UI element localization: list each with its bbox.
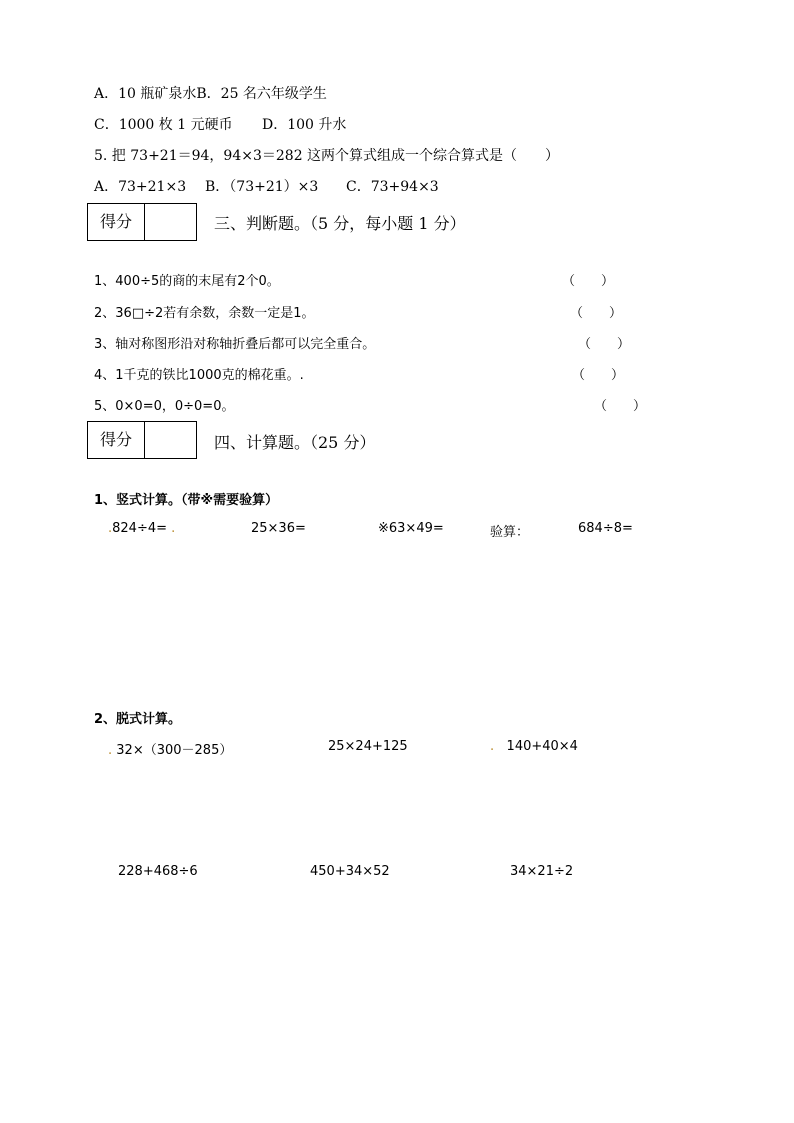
vertical-calc-item-1: 824÷4= — [112, 521, 168, 536]
dot-mark: . — [108, 521, 113, 536]
step-calc-item-4: 228+468÷6 — [118, 864, 198, 879]
score-label: 得分 — [88, 422, 145, 458]
judge-item-3-answer[interactable]: （ ） — [578, 337, 631, 352]
vertical-calc-item-3: ※63×49= — [378, 521, 444, 536]
judge-item-5-answer[interactable]: （ ） — [594, 399, 647, 414]
step-calc-item-6: 34×21÷2 — [510, 864, 574, 879]
vertical-calc-heading: 1、竖式计算。（带※需要验算） — [94, 493, 279, 508]
judge-section-title: 三、判断题。（5 分，每小题 1 分） — [214, 214, 466, 233]
judge-item-1-answer[interactable]: （ ） — [562, 274, 615, 289]
score-box-calc[interactable] — [87, 421, 197, 459]
step-calc-item-5: 450+34×52 — [310, 864, 390, 879]
step-calc-item-1: . 32×（300－285） — [108, 743, 233, 758]
step-calc-item-2: 25×24+125 — [328, 739, 408, 754]
calc-section-title: 四、计算题。（25 分） — [214, 433, 376, 452]
vertical-calc-row — [108, 521, 175, 536]
score-label: 得分 — [88, 204, 145, 240]
judge-item-2: 2、36□÷2若有余数，余数一定是1。 — [94, 306, 315, 321]
vertical-calc-item-4: 684÷8= — [578, 521, 633, 536]
q4-option-c: C．1000 枚 1 元硬币 — [94, 117, 233, 133]
judge-item-2-answer[interactable]: （ ） — [570, 306, 623, 321]
judge-item-3: 3、轴对称图形沿对称轴折叠后都可以完全重合。 — [94, 337, 376, 352]
dot-mark: . — [108, 743, 113, 758]
q4-option-a-b: A．10 瓶矿泉水B．25 名六年级学生 — [94, 86, 327, 102]
judge-item-4: 4、1千克的铁比1000克的棉花重。. — [94, 368, 304, 383]
q5-stem: 5. 把 73+21＝94，94×3＝282 这两个算式组成一个综合算式是（ ） — [94, 148, 560, 164]
judge-item-4-answer[interactable]: （ ） — [572, 368, 625, 383]
judge-item-5: 5、0×0=0，0÷0=0。 — [94, 399, 235, 414]
dot-mark: . — [490, 739, 495, 754]
dot-mark: . — [167, 521, 176, 536]
vertical-calc-check-label: 验算： — [490, 525, 530, 540]
q4-option-d: D．100 升水 — [262, 117, 347, 133]
vertical-calc-item-2: 25×36= — [251, 521, 306, 536]
score-box-judge[interactable] — [87, 203, 197, 241]
q5-option-c: C．73+94×3 — [346, 179, 439, 195]
step-calc-item-3: . 140+40×4 — [490, 739, 578, 754]
judge-item-1: 1、400÷5的商的末尾有2个0。 — [94, 274, 280, 289]
q5-option-a: A．73+21×3 — [94, 179, 187, 195]
step-calc-heading: 2、脱式计算。 — [94, 712, 182, 727]
q5-option-b: B．（73+21）×3 — [205, 179, 319, 195]
